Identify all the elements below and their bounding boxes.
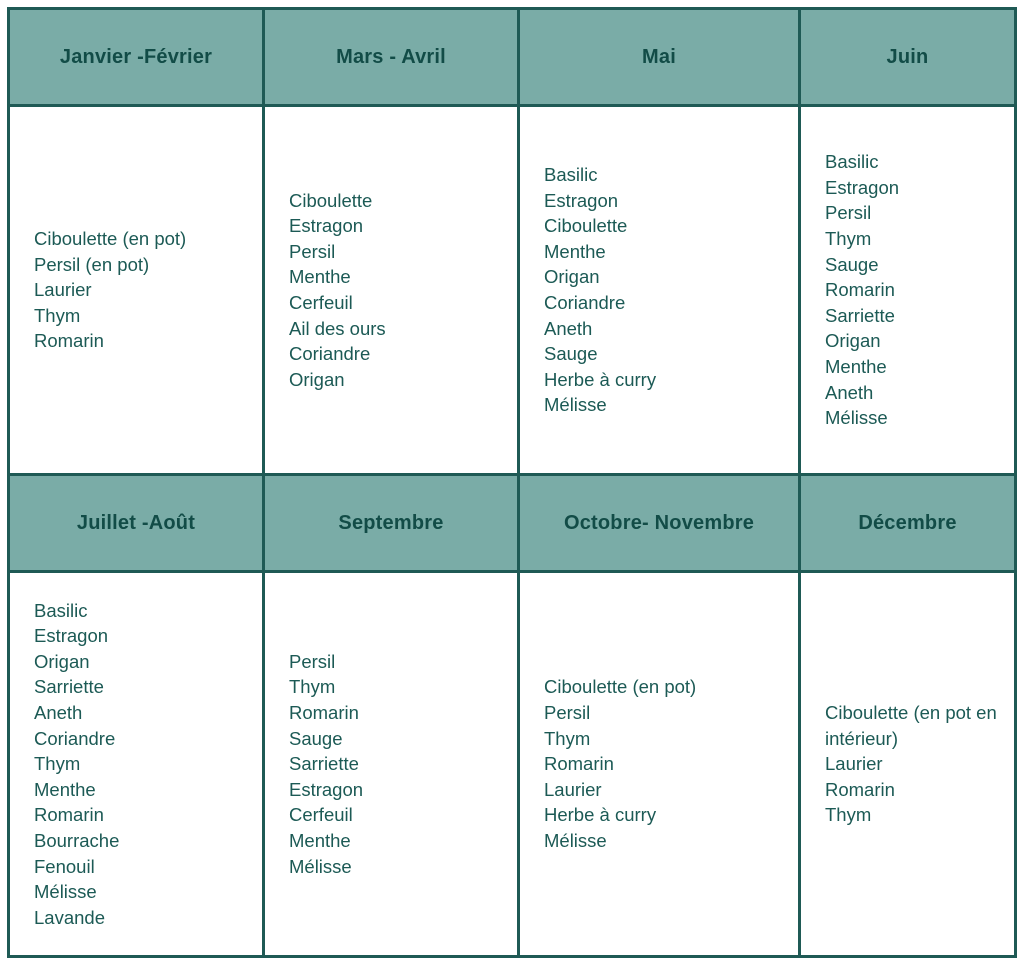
herb-item: Laurier: [544, 778, 602, 800]
herb-item: Ail des ours: [289, 317, 386, 339]
herb-item: Romarin: [289, 702, 359, 724]
herb-item: Mélisse: [825, 407, 888, 429]
herb-item: Estragon: [289, 215, 364, 237]
cell-decembre: [801, 573, 1014, 955]
herb-item: Sarriette: [825, 304, 895, 326]
herb-item: Ciboulette (en pot): [34, 228, 187, 250]
herb-item: Coriandre: [34, 727, 116, 749]
header-decembre: Décembre: [801, 476, 1014, 570]
herb-item: Romarin: [825, 778, 895, 800]
herb-list: [34, 598, 119, 931]
herb-item: Persil (en pot): [34, 253, 150, 275]
header-mars-avril: Mars - Avril: [265, 10, 517, 104]
herb-item: Thym: [544, 727, 591, 749]
herb-item: Laurier: [825, 753, 883, 775]
herb-item: Herbe à curry: [544, 368, 657, 390]
herb-item: Romarin: [544, 753, 614, 775]
herb-item: Menthe: [34, 778, 96, 800]
herb-item: Origan: [289, 368, 345, 390]
herb-item: Romarin: [34, 804, 104, 826]
herb-list: [825, 149, 899, 431]
herb-item: Fenouil: [34, 855, 95, 877]
herb-item: Aneth: [825, 381, 874, 403]
herb-list: [544, 162, 656, 418]
cell-juin: [801, 107, 1014, 473]
herb-item: Basilic: [825, 151, 879, 173]
herb-item: Coriandre: [544, 292, 626, 313]
herb-item: Thym: [289, 676, 336, 698]
herb-item: Thym: [34, 753, 81, 775]
header-janvier-fevrier: Janvier -Février: [10, 10, 262, 104]
herb-item: Cerfeuil: [289, 804, 353, 826]
herb-item: Origan: [544, 266, 600, 288]
herb-item: Sauge: [289, 727, 343, 749]
cell-octobre-novembre: [520, 573, 798, 955]
herb-item: Romarin: [825, 279, 895, 301]
herb-item: Origan: [825, 330, 881, 352]
herb-item: Cerfeuil: [289, 292, 353, 313]
herb-item: Sarriette: [289, 753, 359, 775]
herb-item: Bourrache: [34, 829, 120, 851]
herb-item: Romarin: [34, 330, 104, 352]
header-octobre-novembre: Octobre- Novembre: [520, 476, 798, 570]
herb-item: Sarriette: [34, 676, 104, 698]
herb-item: Ciboulette (en pot en intérieur): [825, 702, 997, 749]
herb-item: Basilic: [544, 164, 598, 186]
herb-item: Sauge: [544, 343, 598, 365]
herb-item: Laurier: [34, 279, 92, 301]
herb-item: Coriandre: [289, 343, 371, 365]
herb-item: Persil: [825, 202, 872, 224]
herb-item: Estragon: [289, 778, 364, 800]
herb-item: Persil: [289, 240, 336, 262]
herb-item: Mélisse: [544, 394, 607, 416]
herb-item: Menthe: [289, 266, 351, 288]
herb-item: Estragon: [825, 176, 900, 198]
herb-list: [289, 188, 386, 393]
herb-item: Mélisse: [544, 829, 607, 851]
cell-janvier-fevrier: [10, 107, 262, 473]
herb-item: Menthe: [825, 355, 887, 377]
cell-juillet-aout: [10, 573, 262, 955]
herb-list: [544, 674, 696, 853]
herb-list: [289, 649, 363, 879]
herb-list: [825, 700, 1005, 828]
herb-item: Aneth: [34, 702, 83, 724]
herb-item: Menthe: [289, 829, 351, 851]
herb-item: Mélisse: [34, 881, 97, 903]
herb-item: Ciboulette: [289, 189, 373, 211]
herb-item: Estragon: [34, 625, 109, 647]
herb-item: Persil: [289, 650, 336, 672]
herb-item: Menthe: [544, 240, 606, 262]
herb-item: Mélisse: [289, 855, 352, 877]
herb-item: Estragon: [544, 189, 619, 211]
header-septembre: Septembre: [265, 476, 517, 570]
herb-item: Herbe à curry: [544, 804, 657, 826]
herb-item: Persil: [544, 702, 591, 724]
cell-mai: [520, 107, 798, 473]
cell-mars-avril: [265, 107, 517, 473]
herb-item: Aneth: [544, 317, 593, 339]
header-mai: Mai: [520, 10, 798, 104]
herb-calendar-table: [7, 7, 1017, 958]
header-juin: Juin: [801, 10, 1014, 104]
herb-list: [34, 226, 186, 354]
herb-item: Ciboulette (en pot): [544, 676, 697, 698]
herb-item: Thym: [825, 804, 872, 826]
herb-item: Basilic: [34, 599, 88, 621]
cell-septembre: [265, 573, 517, 955]
herb-item: Ciboulette: [544, 215, 628, 237]
header-juillet-aout: Juillet -Août: [10, 476, 262, 570]
herb-item: Thym: [825, 228, 872, 250]
herb-item: Lavande: [34, 906, 105, 928]
herb-item: Thym: [34, 304, 81, 326]
herb-item: Sauge: [825, 253, 879, 275]
herb-item: Origan: [34, 650, 90, 672]
